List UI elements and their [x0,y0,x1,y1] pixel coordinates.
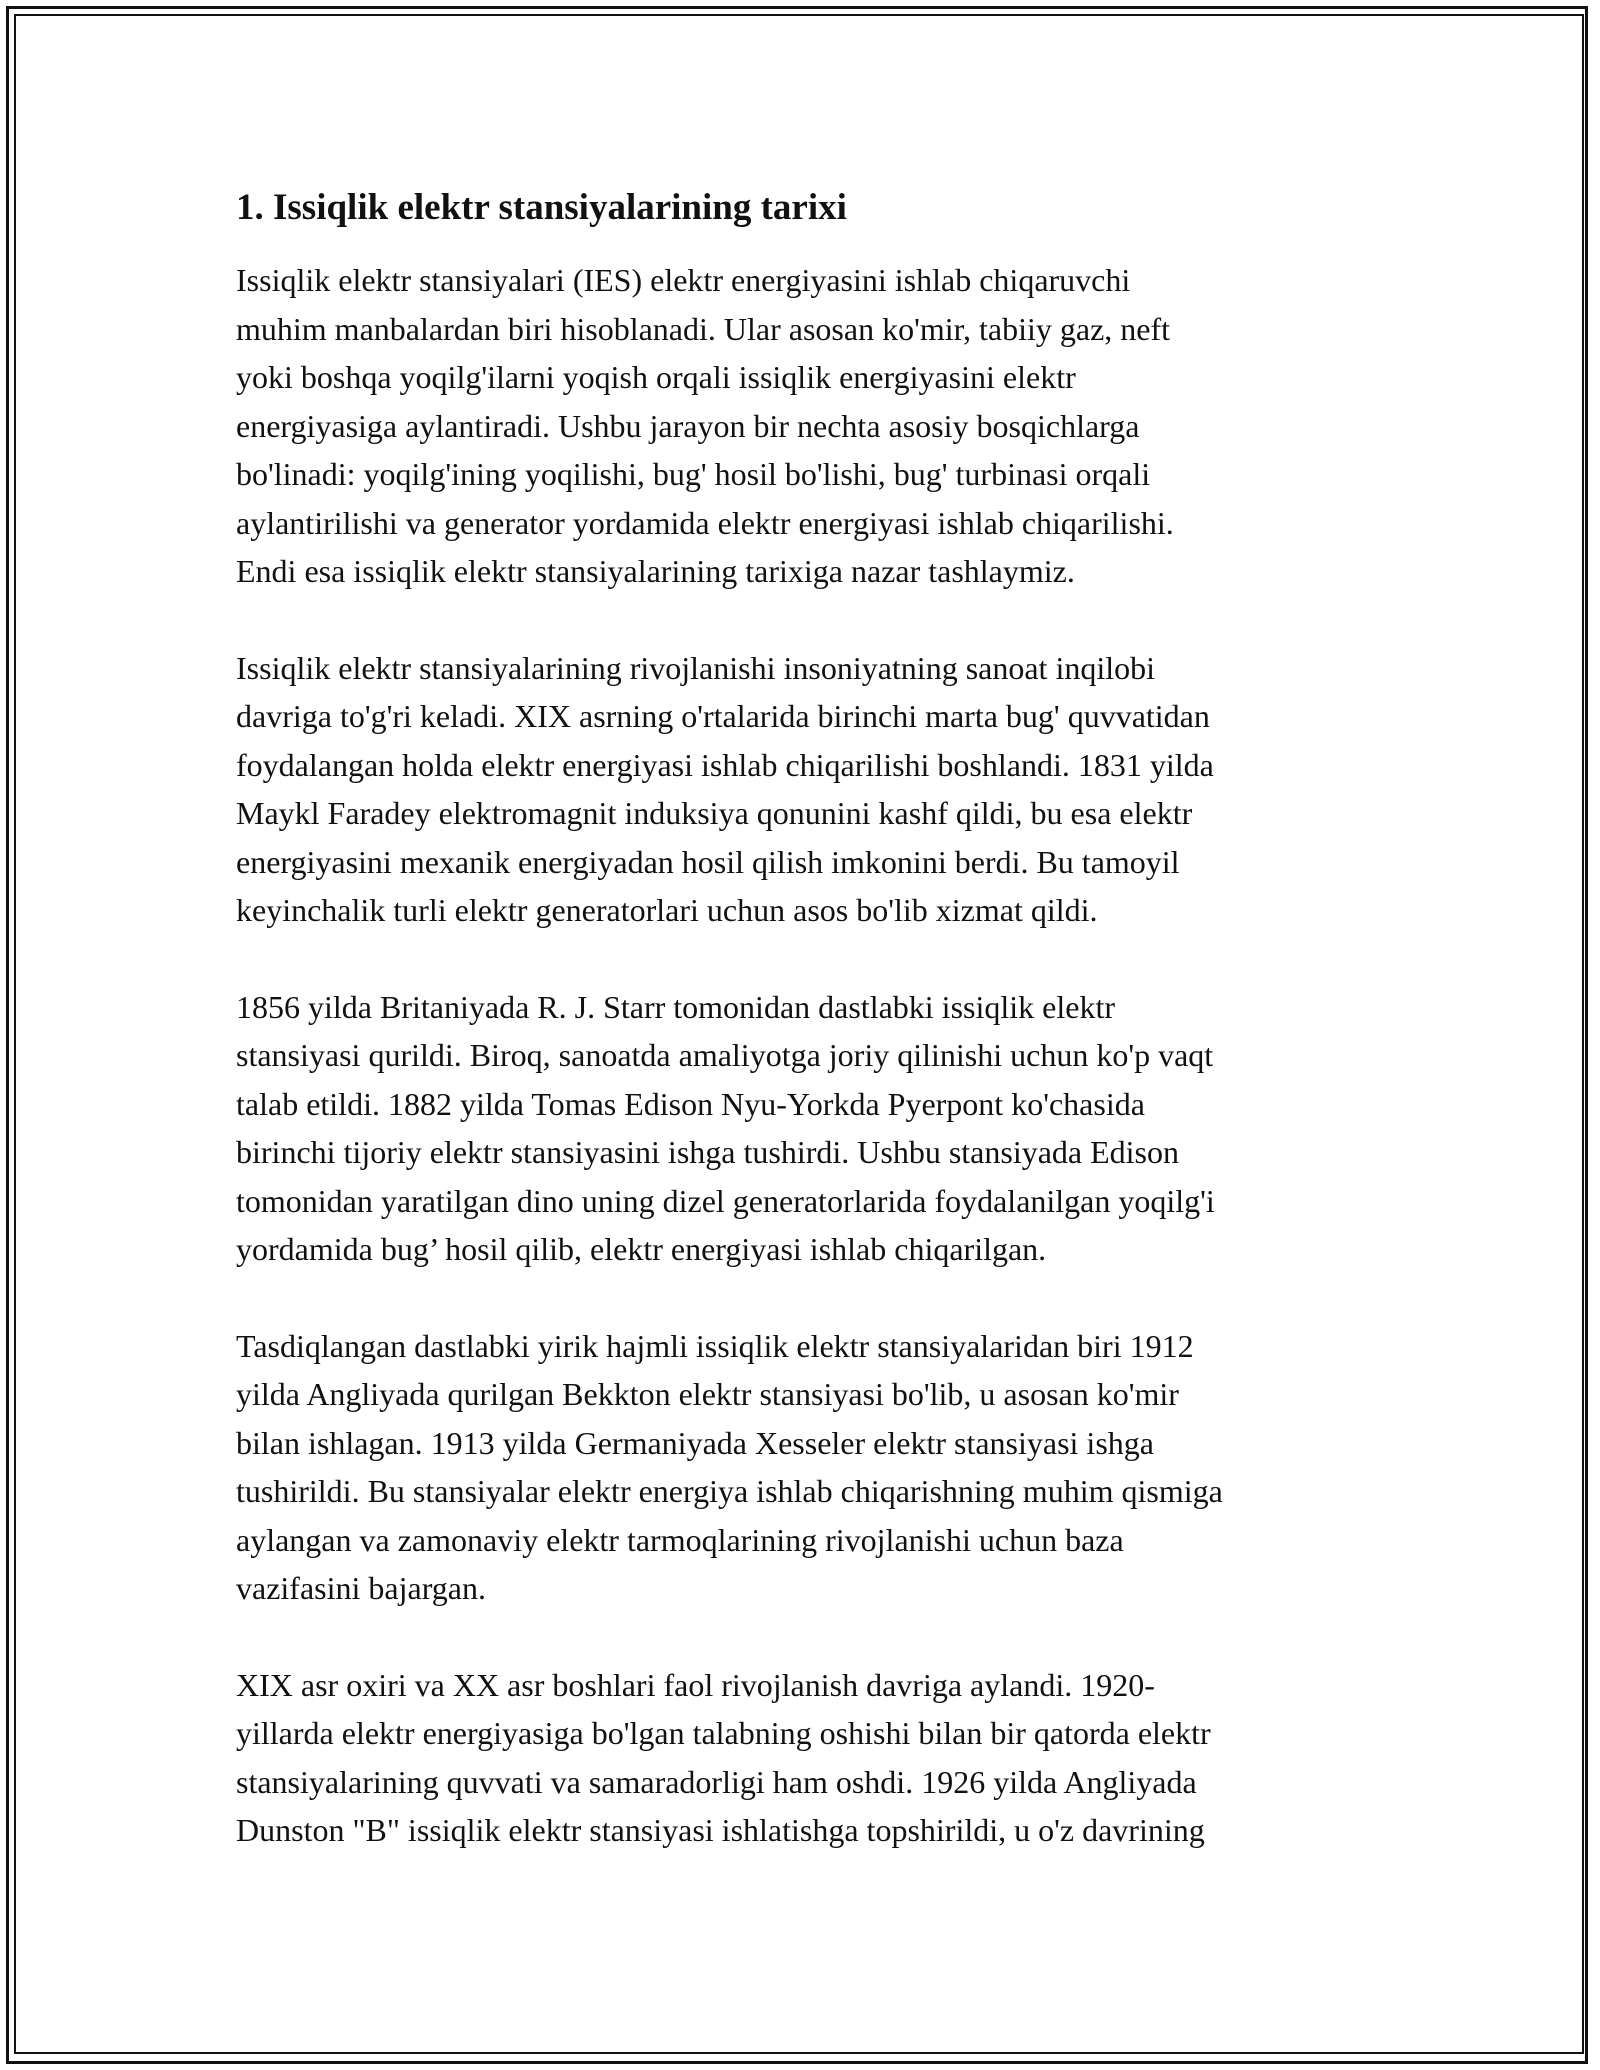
text-line: energiyasiga aylantiradi. Ushbu jarayon bir nechta asosiy bosqichlarga [236,407,1140,444]
paragraph-5 [236,1661,1376,1855]
text-line: 1856 yilda Britaniyada R. J. Starr tomonidan dastlabki issiqlik elektr [236,988,1115,1025]
text-line: talab etildi. 1882 yilda Tomas Edison Nyu-Yorkda Pyerpont ko'chasida [236,1085,1145,1122]
text-line: yillarda elektr energiyasiga bo'lgan talabning oshishi bilan bir qatorda elektr [236,1715,1211,1751]
text-line: stansiyasi qurildi. Biroq, sanoatda amaliyotga joriy qilinishi uchun ko'p vaqt [236,1037,1214,1073]
text-line: foydalangan holda elektr energiyasi ishlab chiqarilishi boshlandi. 1831 yilda [236,746,1214,783]
text-line: bo'linadi: yoqilg'ining yoqilishi, bug' hosil bo'lishi, bug' turbinasi orqali [236,456,1151,492]
text-line: yordamida bug’ hosil qilib, elektr energiyasi ishlab chiqarilgan. [236,1231,1047,1267]
text-line: keyinchalik turli elektr generatorlari uchun asos bo'lib xizmat qildi. [236,892,1098,928]
paragraph-1 [236,256,1376,596]
text-line: Issiqlik elektr stansiyalari (IES) elektr energiyasini ishlab chiqaruvchi [236,262,1131,298]
text-line: Endi esa issiqlik elektr stansiyalarining tarixiga nazar tashlaymiz. [236,553,1075,589]
text-line: vazifasini bajargan. [236,1570,486,1606]
text-line: Maykl Faradey elektromagnit induksiya qonunini kashf qildi, bu esa elektr [236,795,1193,831]
document-body [236,186,1376,1903]
paragraph-3 [236,983,1376,1274]
text-line: muhim manbalardan biri hisoblanadi. Ular asosan ko'mir, tabiiy gaz, neft [236,310,1171,347]
text-line: XIX asr oxiri va XX asr boshlari faol rivojlanish davriga aylandi. 1920- [236,1666,1155,1703]
text-line: yoki boshqa yoqilg'ilarni yoqish orqali issiqlik energiyasini elektr [236,359,1076,395]
text-line: energiyasini mexanik energiyadan hosil qilish imkonini berdi. Bu tamoyil [236,843,1180,880]
text-line: birinchi tijoriy elektr stansiyasini ishga tushirdi. Ushbu stansiyada Edison [236,1134,1179,1170]
section-heading: 1. Issiqlik elektr stansiyalarining tarixi [236,187,847,228]
text-line: aylangan va zamonaviy elektr tarmoqlarining rivojlanishi uchun baza [236,1521,1124,1558]
text-line: stansiyalarining quvvati va samaradorligi ham oshdi. 1926 yilda Angliyada [236,1763,1197,1800]
text-line: tushirildi. Bu stansiyalar elektr energiya ishlab chiqarishning muhim qismiga [236,1473,1223,1509]
paragraph-4 [236,1322,1376,1613]
text-line: bilan ishlagan. 1913 yilda Germaniyada Xesseler elektr stansiyasi ishga [236,1424,1154,1461]
text-line: davriga to'g'ri keladi. XIX asrning o'rtalarida birinchi marta bug' quvvatidan [236,698,1210,734]
text-line: tomonidan yaratilgan dino uning dizel generatorlarida foydalanilgan yoqilg'i [236,1182,1215,1219]
text-line: Issiqlik elektr stansiyalarining rivojlanishi insoniyatning sanoat inqilobi [236,649,1155,686]
text-line: aylantirilishi va generator yordamida elektr energiyasi ishlab chiqarilishi. [236,504,1174,541]
text-line: Dunston "B" issiqlik elektr stansiyasi ishlatishga topshirildi, u o'z davrining [236,1812,1205,1848]
text-line: yilda Angliyada qurilgan Bekkton elektr stansiyasi bo'lib, u asosan ko'mir [236,1376,1179,1412]
paragraph-2 [236,644,1376,935]
text-line: Tasdiqlangan dastlabki yirik hajmli issiqlik elektr stansiyalaridan biri 1912 [236,1327,1194,1364]
